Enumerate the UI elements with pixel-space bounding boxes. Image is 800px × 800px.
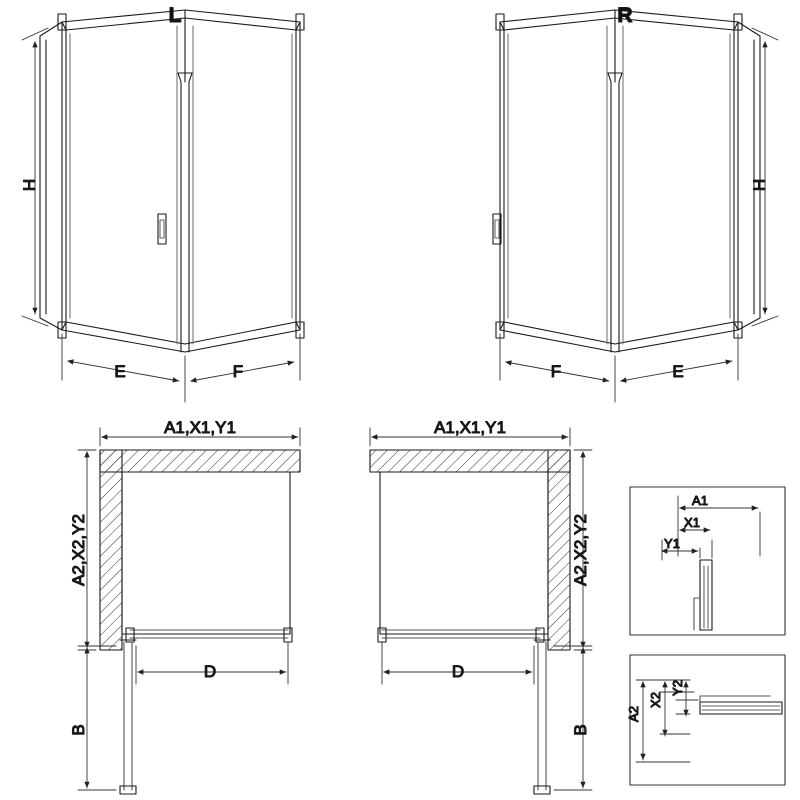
plan-view-right (370, 418, 592, 794)
label-D-left: D (203, 662, 217, 681)
detail-top (630, 487, 785, 635)
dimension-B-left (78, 646, 116, 790)
label-E-left: E (114, 362, 126, 381)
iso-view-right (493, 10, 778, 402)
detail-bottom (626, 655, 785, 785)
label-A1-detail: A1 (692, 493, 708, 508)
label-B-right: B (571, 724, 590, 736)
label-X1-detail: X1 (684, 515, 700, 530)
label-A2X2Y2-right: A2,X2,Y2 (571, 514, 590, 586)
plan-view-left (69, 418, 300, 794)
label-B-left: B (69, 724, 88, 736)
label-D-right: D (451, 662, 465, 681)
dimension-H-right (752, 28, 778, 326)
dimension-B-right (554, 646, 592, 790)
iso-view-left (20, 10, 304, 402)
label-A1X1Y1-right: A1,X1,Y1 (434, 418, 506, 437)
dimension-H-left (22, 28, 48, 326)
label-F-left: F (232, 362, 244, 381)
door-handle-left (158, 214, 166, 244)
label-E-right: E (672, 362, 684, 381)
label-A2-detail: A2 (626, 706, 641, 722)
title-left-variant: L (168, 4, 182, 27)
label-A1X1Y1-left: A1,X1,Y1 (164, 418, 236, 437)
label-F-right: F (550, 362, 562, 381)
label-H-right: H (750, 178, 769, 192)
label-Y1-detail: Y1 (664, 536, 680, 551)
label-H-left: H (20, 178, 39, 192)
label-Y2-detail: Y2 (670, 680, 685, 696)
label-A2X2Y2-left: A2,X2,Y2 (69, 514, 88, 586)
title-right-variant: R (617, 4, 633, 27)
label-X2-detail: X2 (648, 692, 663, 708)
